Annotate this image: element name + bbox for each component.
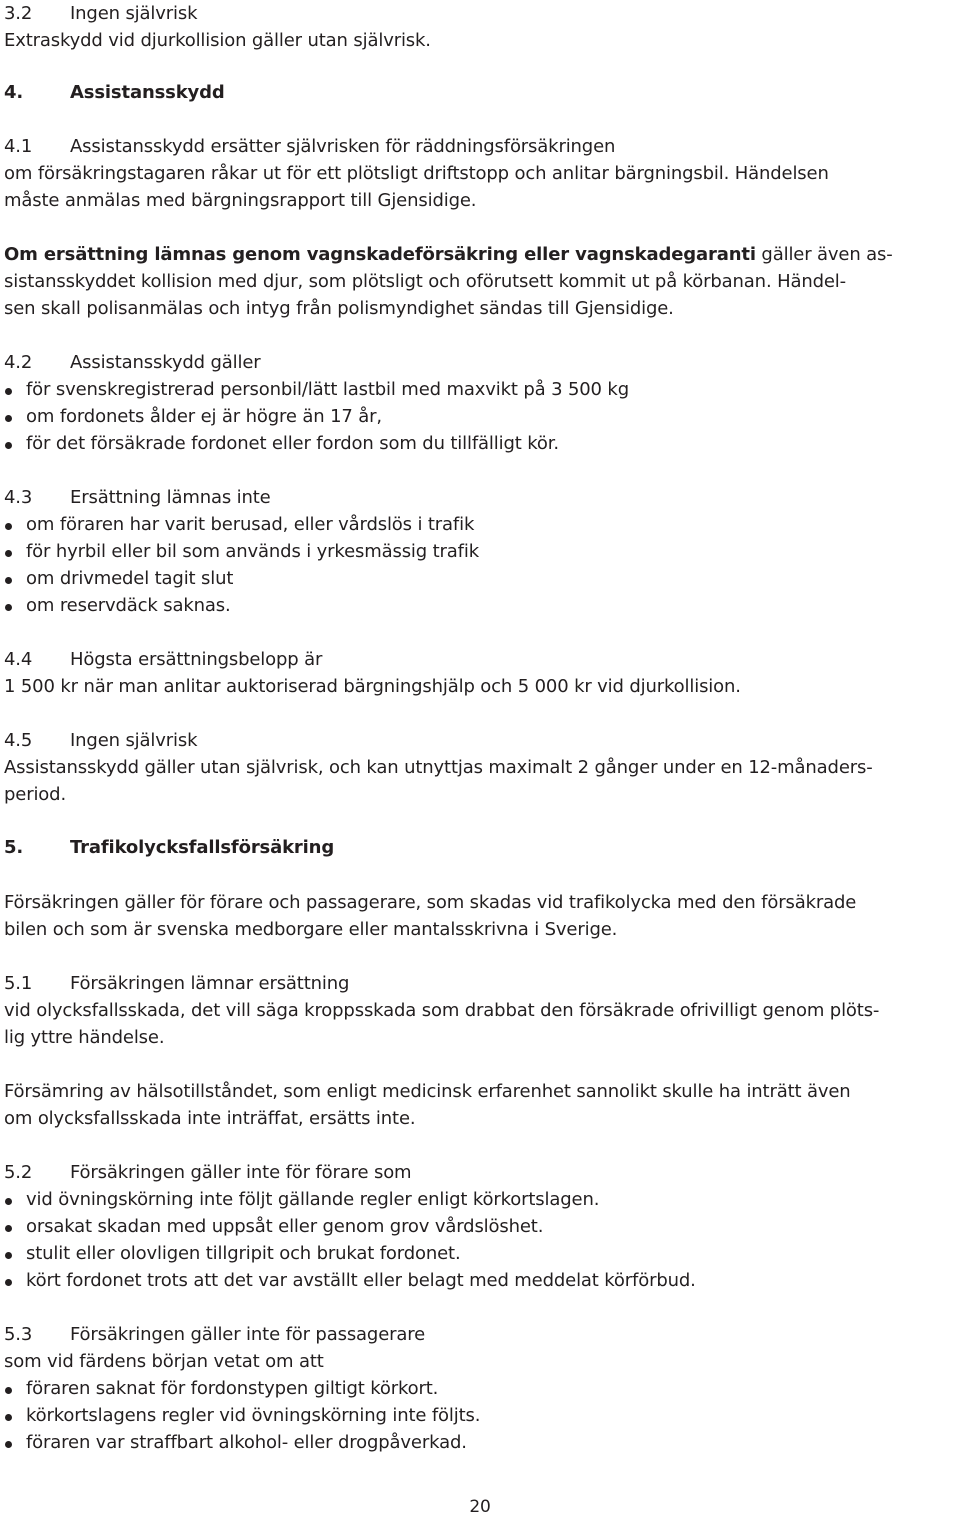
section-4-3-heading: 4.3 Ersättning lämnas inte bbox=[4, 487, 271, 508]
section-4-1-line: 4.1 Assistansskydd ersätter självrisken för räddningsförsäkringen bbox=[4, 136, 616, 157]
section-5-text: Försäkringen gäller för förare och passagerare, som skadas vid trafikolycka med den försäkrade bbox=[4, 892, 857, 913]
list-item: kört fordonet trots att det var avställt eller belagt med meddelat körförbud. bbox=[4, 1267, 696, 1294]
list-item: om fordonets ålder ej är högre än 17 år, bbox=[4, 403, 382, 430]
page-number: 20 bbox=[469, 1497, 491, 1517]
list-item: körkortslagens regler vid övningskörning inte följts. bbox=[4, 1402, 480, 1429]
section-4-1-line: måste anmälas med bärgningsrapport till Gjensidige. bbox=[4, 190, 477, 211]
section-5-text: bilen och som är svenska medborgare eller mantalsskrivna i Sverige. bbox=[4, 919, 618, 940]
list-item: om drivmedel tagit slut bbox=[4, 565, 233, 592]
section-5-1-paragraph-2: Försämring av hälsotillståndet, som enligt medicinsk erfarenhet sannolikt skulle ha inträtt även bbox=[4, 1081, 851, 1102]
section-4-1-paragraph-2: sistansskyddet kollision med djur, som plötsligt och oförutsett kommit ut på körbanan. Händel- bbox=[4, 271, 847, 292]
list-item: stulit eller olovligen tillgripit och brukat fordonet. bbox=[4, 1240, 461, 1267]
bold-lead: Om ersättning lämnas genom vagnskadeförsäkring eller vagnskadegaranti bbox=[4, 244, 756, 265]
section-5-1-heading: 5.1 Försäkringen lämnar ersättning bbox=[4, 973, 350, 994]
section-3-2-text: Extraskydd vid djurkollision gäller utan självrisk. bbox=[4, 30, 431, 51]
list-item: vid övningskörning inte följt gällande regler enligt körkortslagen. bbox=[4, 1186, 599, 1213]
section-4-1-line: om försäkringstagaren råkar ut för ett plötsligt driftstopp och anlitar bärgningsbil. Händelsen bbox=[4, 163, 829, 184]
list-item: om föraren har varit berusad, eller vårdslös i trafik bbox=[4, 511, 474, 538]
section-4-1-paragraph-2: sen skall polisanmälas och intyg från polismyndighet sändas till Gjensidige. bbox=[4, 298, 674, 319]
section-4-heading: 4. Assistansskydd bbox=[4, 82, 225, 103]
list-item: för svenskregistrerad personbil/lätt lastbil med maxvikt på 3 500 kg bbox=[4, 376, 629, 403]
section-4-1-paragraph-2: Om ersättning lämnas genom vagnskadeförsäkring eller vagnskadegaranti gäller även as- bbox=[4, 244, 893, 265]
section-4-2-heading: 4.2 Assistansskydd gäller bbox=[4, 352, 261, 373]
section-4-4-heading: 4.4 Högsta ersättningsbelopp är bbox=[4, 649, 323, 670]
list-item: för hyrbil eller bil som används i yrkesmässig trafik bbox=[4, 538, 479, 565]
list-item: för det försäkrade fordonet eller fordon som du tillfälligt kör. bbox=[4, 430, 559, 457]
list-item: om reservdäck saknas. bbox=[4, 592, 231, 619]
section-5-2-heading: 5.2 Försäkringen gäller inte för förare som bbox=[4, 1162, 412, 1183]
section-4-5-text: Assistansskydd gäller utan självrisk, och kan utnyttjas maximalt 2 gånger under en 12-månaders- bbox=[4, 757, 873, 778]
section-5-heading: 5. Trafikolycksfallsförsäkring bbox=[4, 837, 335, 858]
section-4-5-text: period. bbox=[4, 784, 67, 805]
section-3-2-heading: 3.2 Ingen självrisk bbox=[4, 3, 198, 24]
section-5-1-text: lig yttre händelse. bbox=[4, 1027, 165, 1048]
section-4-4-text: 1 500 kr när man anlitar auktoriserad bärgningshjälp och 5 000 kr vid djurkollision. bbox=[4, 676, 741, 697]
section-4-5-heading: 4.5 Ingen självrisk bbox=[4, 730, 198, 751]
list-item: orsakat skadan med uppsåt eller genom grov vårdslöshet. bbox=[4, 1213, 543, 1240]
section-5-3-heading: 5.3 Försäkringen gäller inte för passagerare bbox=[4, 1324, 426, 1345]
list-item: föraren var straffbart alkohol- eller drogpåverkad. bbox=[4, 1429, 467, 1456]
section-5-3-intro: som vid färdens början vetat om att bbox=[4, 1351, 324, 1372]
section-5-1-paragraph-2: om olycksfallsskada inte inträffat, ersätts inte. bbox=[4, 1108, 416, 1129]
list-item: föraren saknat för fordonstypen giltigt körkort. bbox=[4, 1375, 438, 1402]
section-5-1-text: vid olycksfallsskada, det vill säga kroppsskada som drabbat den försäkrade ofrivilligt genom plöts- bbox=[4, 1000, 880, 1021]
